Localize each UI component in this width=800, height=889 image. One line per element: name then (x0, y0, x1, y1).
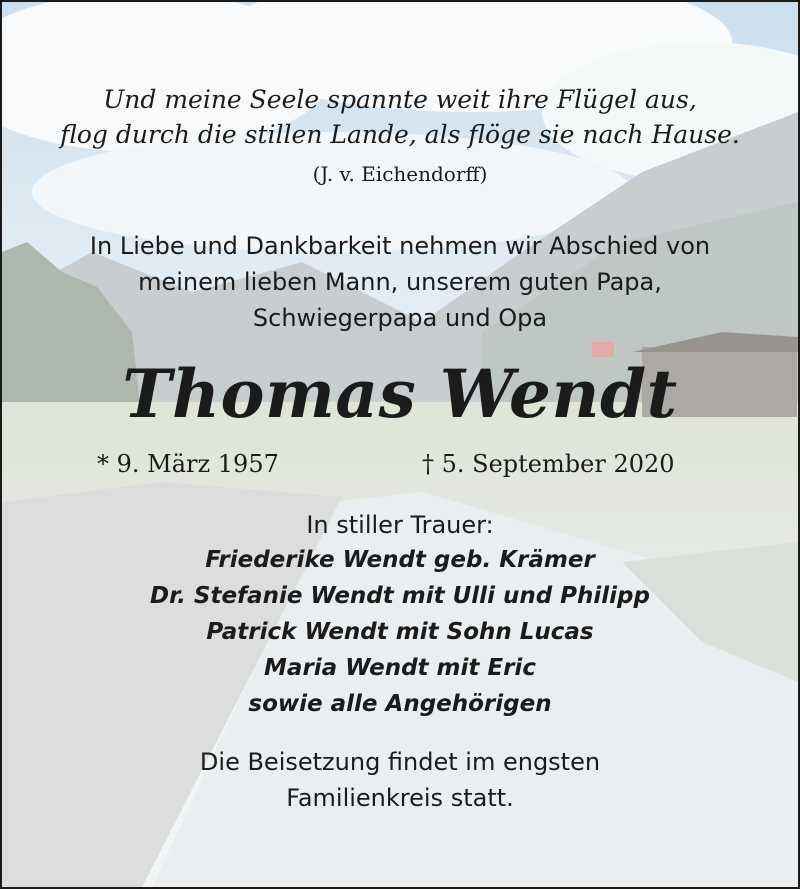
mourner-entry: Dr. Stefanie Wendt mit Ulli und Philipp (149, 583, 650, 609)
poem-line: flog durch die stillen Lande, als flöge sie nach Hause. (60, 120, 740, 149)
deceased-name: Thomas Wendt (122, 355, 678, 433)
mourner-entry: Patrick Wendt mit Sohn Lucas (206, 619, 594, 645)
farewell-text-line: In Liebe und Dankbarkeit nehmen wir Abschied von (89, 232, 711, 260)
burial-notice-line: Familienkreis statt. (286, 784, 514, 812)
mourners-list (2, 542, 798, 722)
burial-notice-line: Die Beisetzung findet im engsten (199, 748, 601, 776)
mourner-entry: Friederike Wendt geb. Krämer (205, 547, 595, 573)
mourner-entry: Maria Wendt mit Eric (264, 655, 536, 681)
poem-line: Und meine Seele spannte weit ihre Flügel aus, (103, 85, 697, 114)
farewell-text-line: meinem lieben Mann, unserem guten Papa, (138, 268, 662, 296)
poem-attribution: (J. v. Eichendorff) (312, 162, 488, 186)
mourner-entry: sowie alle Angehörigen (248, 691, 552, 717)
birth-date: * 9. März 1957 (97, 450, 279, 478)
notice-content (2, 2, 798, 887)
death-date: † 5. September 2020 (422, 450, 675, 478)
mourning-heading: In stiller Trauer: (306, 511, 494, 539)
farewell-text-line: Schwiegerpapa und Opa (252, 304, 548, 332)
